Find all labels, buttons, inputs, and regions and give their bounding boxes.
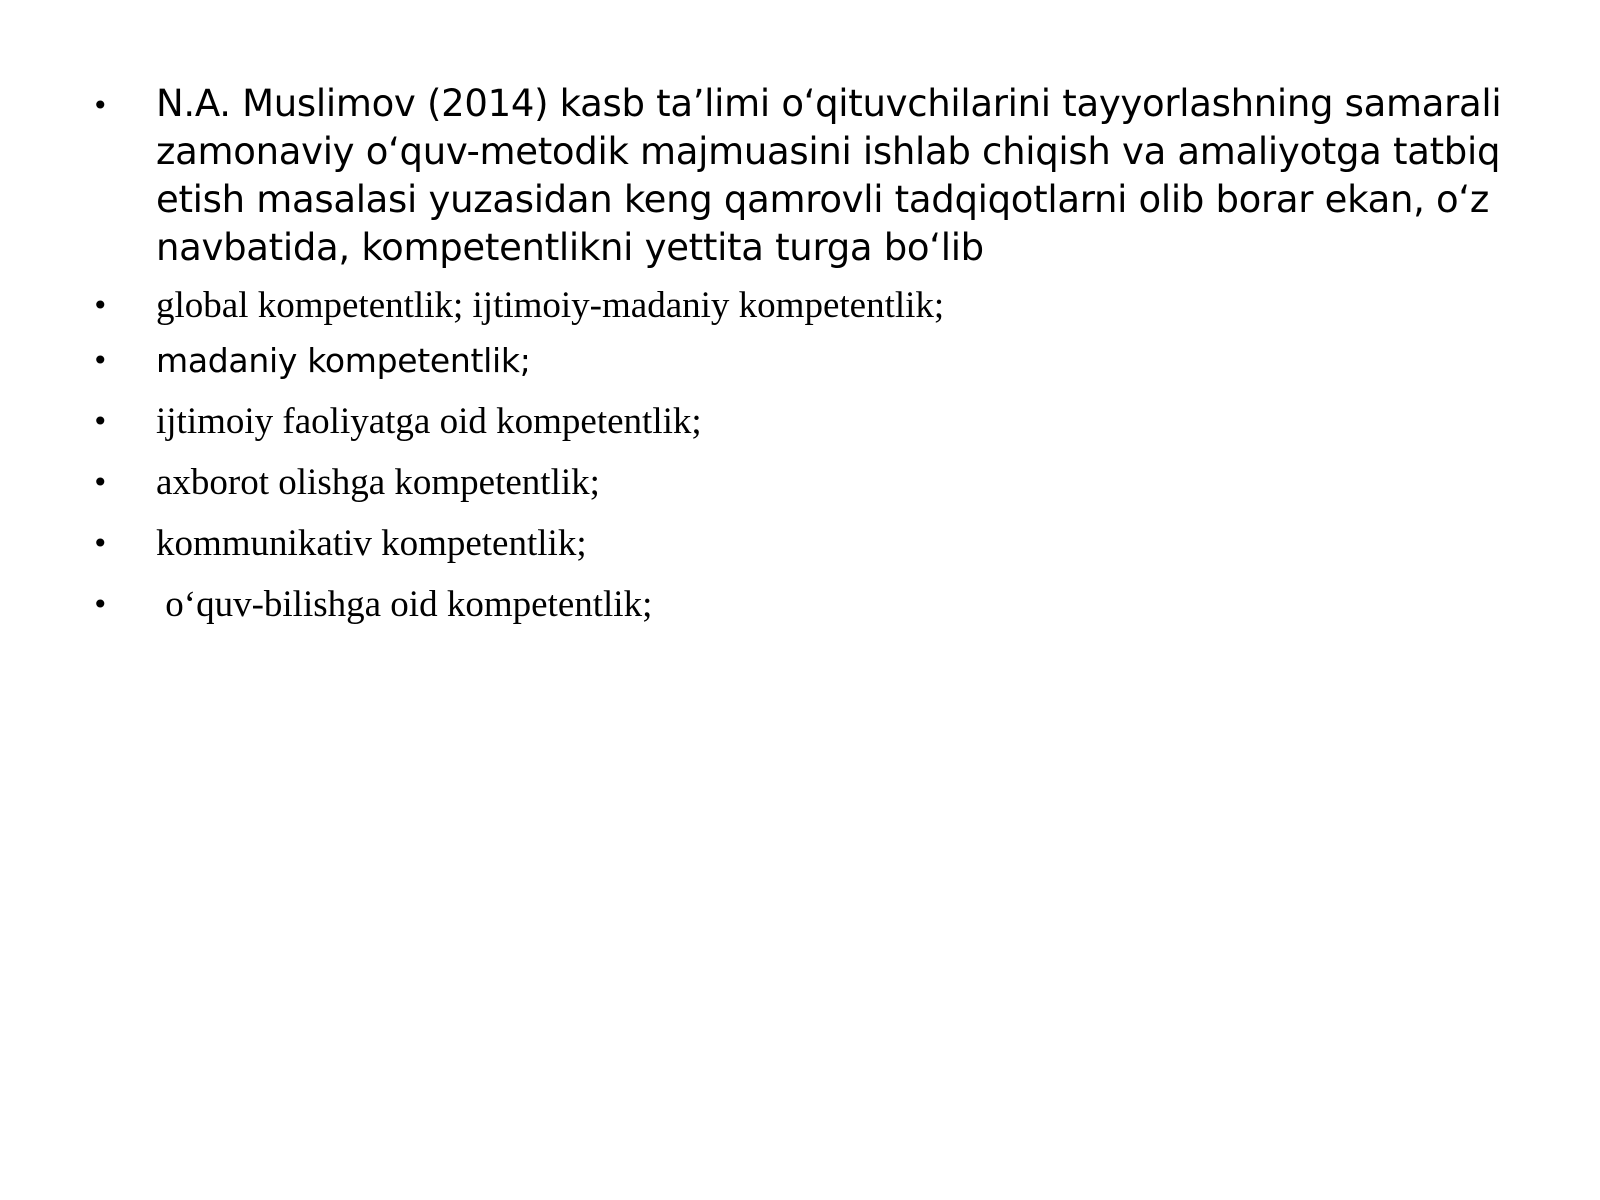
bullet-icon: • [92,289,109,322]
bullet-icon: • [92,466,109,499]
list-item [92,80,1532,272]
list-item [92,282,1532,330]
bullet-icon: • [92,405,109,438]
list-item [92,459,1532,507]
list-item [92,520,1532,568]
list-item-text: kommunikativ kompetentlik; [156,523,587,564]
list-item-text: global kompetentlik; ijtimoiy-madaniy kompetentlik; [156,285,945,326]
list-item [92,337,1532,385]
bullet-icon: • [92,588,109,621]
bullet-list [92,80,1532,629]
list-item-text: o‘quv-bilishga oid kompetentlik; [156,584,653,625]
list-item-text: madaniy kompetentlik; [156,341,531,380]
list-item-text: axborot olishga kompetentlik; [156,462,600,503]
bullet-icon: • [92,344,109,377]
list-item [92,398,1532,446]
list-item [92,581,1532,629]
list-item-text: N.A. Muslimov (2014) kasb ta’limi o‘qituvchilarini tayyorlashning samarali zamonaviy o‘quv-metodik majmuasini ishlab chiqish va amaliyotga tatbiq etish masalasi yuzasidan keng qamrovli tadqiqotlarni olib borar ekan, o‘z navbatida, kompetentlikni yettita turga bo‘lib [156,82,1502,269]
bullet-icon: • [92,89,109,122]
bullet-icon: • [92,527,109,560]
list-item-text: ijtimoiy faoliyatga oid kompetentlik; [156,401,702,442]
